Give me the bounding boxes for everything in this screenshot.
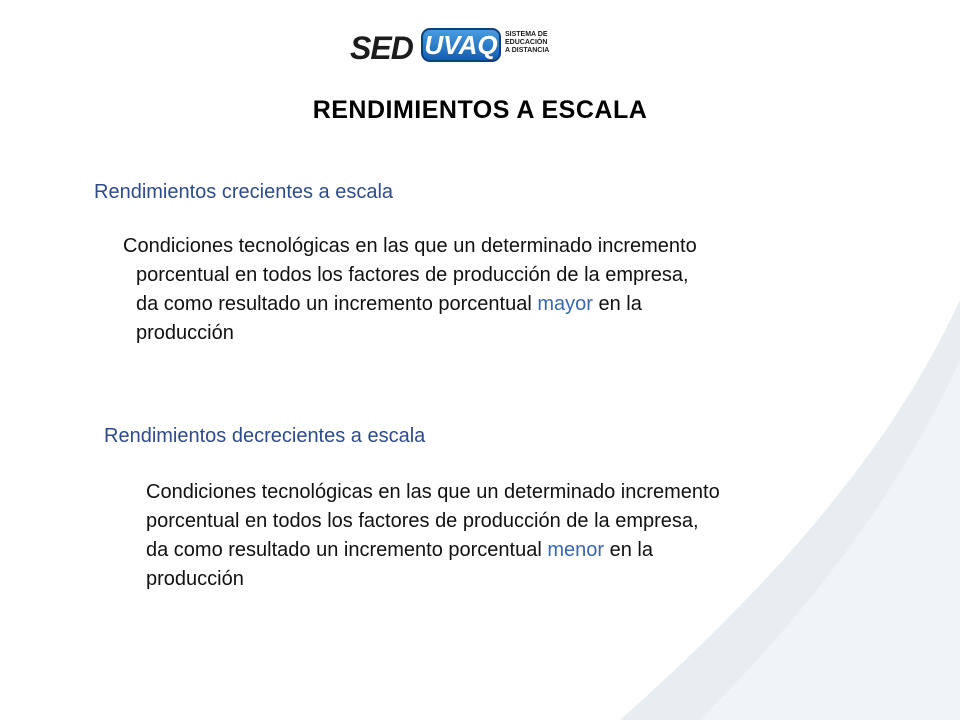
page-title: RENDIMIENTOS A ESCALA xyxy=(312,96,648,124)
section-heading-crecientes: Rendimientos crecientes a escala xyxy=(94,181,394,203)
body-line: porcentual en todos los factores de producción de la empresa, xyxy=(136,264,689,286)
body-line: Condiciones tecnológicas en las que un determinado incremento xyxy=(146,481,720,503)
body-line: Condiciones tecnológicas en las que un determinado incremento xyxy=(123,235,697,257)
logo-tagline-line: A DISTANCIA xyxy=(505,47,550,54)
body-line: porcentual en todos los factores de producción de la empresa, xyxy=(146,510,699,532)
body-line: producción xyxy=(146,568,244,590)
logo-tagline xyxy=(505,31,549,55)
section-body-decrecientes xyxy=(146,478,936,594)
body-line-highlight-row xyxy=(123,290,913,319)
section-body-crecientes xyxy=(123,232,913,348)
highlight-word-menor: menor xyxy=(547,539,605,561)
sed-uvaq-logo xyxy=(345,22,565,74)
section-heading-decrecientes: Rendimientos decrecientes a escala xyxy=(104,425,426,447)
logo-uvaq-text: UVAQ xyxy=(424,30,498,60)
body-text: en la xyxy=(604,539,653,561)
highlight-word-mayor: mayor xyxy=(537,293,593,315)
body-line-highlight-row xyxy=(146,536,936,565)
logo-uvaq-badge xyxy=(421,28,501,62)
body-line: producción xyxy=(136,322,234,344)
body-text: da como resultado un incremento porcentual xyxy=(146,539,548,561)
body-text: da como resultado un incremento porcentual xyxy=(136,293,538,315)
logo-tagline-line: EDUCACIÓN xyxy=(505,39,548,46)
body-text: en la xyxy=(592,293,642,315)
logo-tagline-line: SISTEMA DE xyxy=(505,31,548,38)
logo-sed-text: SED xyxy=(350,30,413,66)
